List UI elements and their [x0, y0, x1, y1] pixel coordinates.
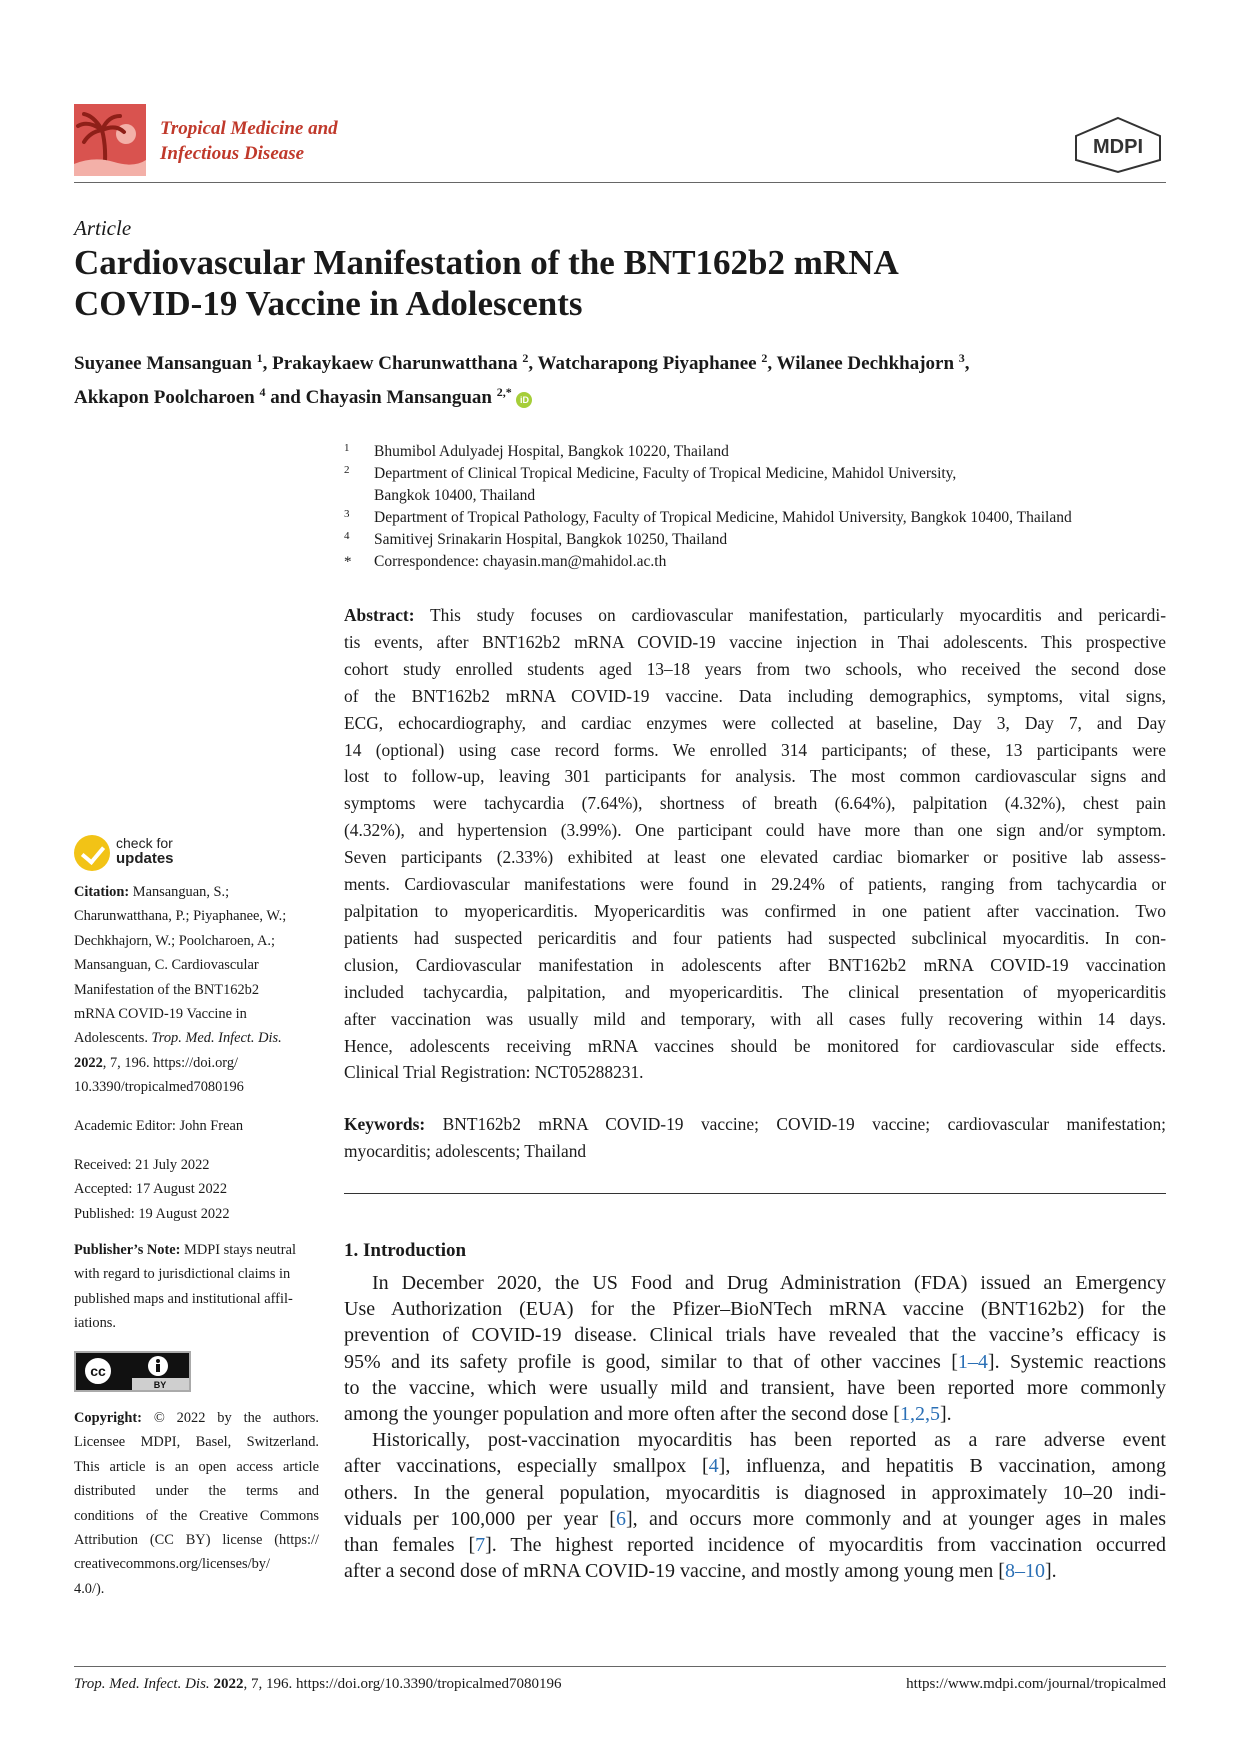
keywords-line	[344, 1111, 1166, 1138]
journal-logo	[74, 104, 146, 176]
introduction-body	[344, 1270, 1166, 1584]
abstract-line: Hence, adolescents receiving mRNA vaccines should be monitored for cardiovascular side effects.	[344, 1035, 1166, 1056]
checkmark-icon	[74, 835, 110, 871]
body-line: In December 2020, the US Food and Drug Administration (FDA) issued an Emergency	[372, 1272, 1166, 1294]
affiliation-item	[344, 529, 1166, 551]
publisher-note-text: iations.	[74, 1315, 116, 1332]
affiliation-num: 2	[344, 464, 350, 476]
affiliations	[344, 441, 1166, 573]
author-name[interactable]: Watcharapong Piyaphanee	[537, 353, 757, 374]
check-updates-line1: check for	[116, 835, 173, 851]
body-line	[344, 1401, 1166, 1427]
affiliation-num: 1	[344, 442, 350, 454]
citation-text: Charunwatthana, P.; Piyaphanee, W.;	[74, 908, 287, 925]
publisher-note-label: Publisher’s Note:	[74, 1242, 181, 1258]
abstract-line: ments. Cardiovascular manifestations were found in 29.24% of patients, ranging from tachycardia or	[344, 874, 1166, 895]
body-text: after vaccinations, especially smallpox [	[344, 1455, 709, 1478]
check-updates-line2: updates	[116, 850, 174, 867]
body-line	[344, 1349, 1166, 1375]
body-line: others. In the general population, myocarditis is diagnosed in approximately 10–20 indi-	[344, 1481, 1166, 1504]
keywords	[344, 1111, 1166, 1165]
citation-text: Dechkhajorn, W.; Poolcharoen, A.;	[74, 932, 276, 949]
header-rule	[74, 182, 1166, 183]
author-affil-sup: 2	[522, 351, 529, 365]
abstract-line: of the BNT162b2 mRNA COVID-19 vaccine. Data including demographics, symptoms, vital signs,	[344, 685, 1166, 706]
body-text: ].	[939, 1403, 952, 1426]
body-text: ], influenza, and hepatitis B vaccination, among	[718, 1455, 1167, 1478]
citation-doi-prefix[interactable]: , 7, 196. https://doi.org/	[102, 1054, 239, 1071]
footer-doi[interactable]: , 7, 196. https://doi.org/10.3390/tropicalmed7080196	[243, 1676, 562, 1692]
article-dates	[74, 1153, 230, 1226]
citation-link[interactable]: 8–10	[1004, 1560, 1045, 1583]
abstract-text: This study focuses on cardiovascular manifestation, particularly myocarditis and pericardi-	[430, 605, 1166, 625]
citation-doi[interactable]: 10.3390/tropicalmed7080196	[74, 1079, 244, 1096]
abstract-line: 14 (optional) using case record forms. We enrolled 314 participants; of these, 13 participants were	[344, 739, 1166, 760]
affiliation-text: Bangkok 10400, Thailand	[374, 487, 536, 504]
affiliation-num: 4	[344, 530, 350, 542]
body-text: ]. The highest reported incidence of myocarditis from vaccination occurred	[485, 1534, 1166, 1557]
abstract-line: symptoms were tachycardia (7.64%), shortness of breath (6.64%), palpitation (4.32%), chest pain	[344, 793, 1166, 814]
citation-link[interactable]: 1,2,5	[899, 1403, 940, 1426]
body-line	[344, 1558, 1166, 1584]
affiliation-text: Department of Clinical Tropical Medicine, Faculty of Tropical Medicine, Mahidol University,	[374, 465, 957, 482]
publisher-note-text: with regard to jurisdictional claims in	[74, 1266, 291, 1283]
body-text: ], and occurs more commonly and at younger ages in males	[625, 1507, 1167, 1530]
received-date: Received: 21 July 2022	[74, 1157, 210, 1173]
abstract-line: clusion, Cardiovascular manifestation in adolescents after BNT162b2 mRNA COVID-19 vaccination	[344, 954, 1166, 975]
publisher-note	[74, 1238, 296, 1336]
author-affil-sup: 1	[256, 351, 263, 365]
body-text: 95% and its safety profile is good, similar to that of other vaccines [	[344, 1350, 958, 1373]
body-line: Use Authorization (EUA) for the Pfizer–BioNTech mRNA vaccine (BNT162b2) for the	[344, 1298, 1166, 1321]
affiliation-text: Bhumibol Adulyadej Hospital, Bangkok 10220, Thailand	[374, 443, 729, 460]
abstract-line: patients had suspected pericarditis and four patients had suspected subclinical myocarditis. In con-	[344, 927, 1166, 948]
section-divider	[344, 1193, 1166, 1194]
citation-text: Mansanguan, S.;	[132, 884, 230, 900]
cc-by-label: BY	[153, 1380, 167, 1390]
title-line1: Cardiovascular Manifestation of the BNT162b2 mRNA	[74, 243, 899, 282]
abstract-line: included tachycardia, palpitation, and myopericarditis. The clinical presentation of myopericarditis	[344, 981, 1166, 1002]
citation-text: Adolescents.	[74, 1030, 152, 1047]
copyright-line: conditions of the Creative Commons	[74, 1507, 319, 1524]
academic-editor	[74, 1114, 243, 1138]
affiliation-num: 3	[344, 508, 350, 520]
body-line: to the vaccine, which were usually mild and transient, have been reported more commonly	[344, 1376, 1166, 1399]
copyright-line: Attribution (CC BY) license (https://	[74, 1532, 319, 1549]
publisher-note-text: published maps and institutional affil-	[74, 1290, 293, 1307]
correspondence-email[interactable]: Correspondence: chayasin.man@mahidol.ac.th	[374, 553, 667, 570]
affiliation-item	[344, 507, 1166, 529]
journal-name	[160, 116, 338, 166]
affiliation-item	[344, 441, 1166, 463]
author-list: Suyanee Mansanguan $^1$, Prakaykaew Charunwatthana $^2$, Watcharapong Piyaphanee $^2$, Wilanee Dechkhajorn $^3$, Akkapon Poolcharoen $^4$ and Chayasin Mansanguan $^{2,*}$ iD	[74, 351, 970, 408]
keywords-text: BNT162b2 mRNA COVID-19 vaccine; COVID-19 vaccine; cardiovascular manifestation;	[442, 1114, 1166, 1134]
body-text: than females [	[344, 1534, 476, 1557]
abstract-line: after vaccination was usually mild and temporary, with all cases fully recovering within 14 days.	[344, 1008, 1166, 1029]
author-affil-sup: 4	[259, 385, 266, 399]
published-date: Published: 19 August 2022	[74, 1205, 230, 1222]
affiliation-text: Samitivej Srinakarin Hospital, Bangkok 10250, Thailand	[374, 531, 728, 548]
citation-block	[74, 880, 319, 1100]
citation-link[interactable]: 6	[615, 1507, 626, 1530]
citation-text: Manifestation of the BNT162b2	[74, 981, 260, 998]
svg-text:cc: cc	[90, 1363, 106, 1379]
footer-url[interactable]: https://www.mdpi.com/journal/tropicalmed	[906, 1676, 1166, 1692]
affiliation-text: Department of Tropical Pathology, Faculty of Tropical Medicine, Mahidol University, Bangkok 10400, Thailand	[374, 509, 1072, 526]
correspondence-mark: *	[344, 554, 352, 570]
abstract-line: palpitation to myopericarditis. Myopericarditis was confirmed in one patient after vaccination. Two	[344, 900, 1166, 921]
copyright-line: This article is an open access article	[74, 1458, 319, 1475]
body-text: ]. Systemic reactions	[987, 1350, 1166, 1373]
copyright-line	[74, 1406, 319, 1430]
author-affil-sup: 3	[958, 351, 965, 365]
title-line2: COVID-19 Vaccine in Adolescents	[74, 284, 583, 323]
copyright-link[interactable]: creativecommons.org/licenses/by/	[74, 1556, 270, 1573]
citation-link[interactable]: 4	[708, 1455, 719, 1478]
author-name[interactable]: Chayasin Mansanguan	[305, 387, 492, 408]
abstract	[344, 602, 1166, 1086]
body-line	[344, 1532, 1166, 1558]
author-name[interactable]: Wilanee Dechkhajorn	[776, 353, 955, 374]
copyright-block	[74, 1406, 319, 1601]
author-name[interactable]: Akkapon Poolcharoen	[74, 387, 255, 408]
citation-link[interactable]: 1–4	[957, 1350, 988, 1373]
journal-name-line2: Infectious Disease	[160, 143, 305, 164]
body-text: after a second dose of mRNA COVID-19 vaccine, and mostly among young men [	[344, 1560, 1005, 1583]
footer-citation	[74, 1676, 561, 1693]
citation-text: mRNA COVID-19 Vaccine in	[74, 1006, 247, 1023]
abstract-line: (4.32%), and hypertension (3.99%). One participant could have more than one sign and/or symptom.	[344, 820, 1166, 841]
keywords-label: Keywords:	[344, 1114, 426, 1134]
copyright-link[interactable]: 4.0/).	[74, 1580, 105, 1597]
copyright-text: © 2022 by the authors.	[153, 1410, 319, 1426]
copyright-line: Licensee MDPI, Basel, Switzerland.	[74, 1434, 319, 1451]
copyright-line: distributed under the terms and	[74, 1483, 319, 1500]
citation-text: Mansanguan, C. Cardiovascular	[74, 957, 259, 974]
abstract-label: Abstract:	[344, 605, 415, 625]
section-heading: 1. Introduction	[344, 1240, 467, 1261]
affiliation-item	[344, 485, 1166, 507]
author-name[interactable]: Prakaykaew Charunwatthana	[272, 353, 518, 374]
abstract-line: ECG, echocardiography, and cardiac enzymes were collected at baseline, Day 3, Day 7, and Day	[344, 712, 1166, 733]
citation-year: 2022	[74, 1054, 103, 1071]
body-line: prevention of COVID-19 disease. Clinical trials have revealed that the vaccine’s efficacy is	[344, 1324, 1166, 1347]
author-connector: and	[270, 387, 301, 408]
keywords-line: myocarditis; adolescents; Thailand	[344, 1140, 587, 1161]
academic-editor-text: Academic Editor: John Frean	[74, 1118, 244, 1134]
mdpi-logo-text: MDPI	[1093, 136, 1143, 158]
author-affil-sup: 2,*	[496, 385, 512, 399]
citation-link[interactable]: 7	[475, 1534, 486, 1557]
footer-year: 2022	[213, 1676, 244, 1692]
body-text: ].	[1044, 1560, 1057, 1583]
check-updates-label	[116, 835, 174, 867]
body-text: viduals per 100,000 per year [	[344, 1507, 616, 1530]
body-text: among the younger population and more often after the second dose [	[344, 1403, 900, 1426]
citation-label: Citation:	[74, 884, 130, 900]
copyright-label: Copyright:	[74, 1410, 142, 1426]
affiliation-item	[344, 551, 1166, 573]
abstract-line: tis events, after BNT162b2 mRNA COVID-19 vaccine injection in Thai adolescents. This prospective	[344, 631, 1166, 652]
author-name[interactable]: Suyanee Mansanguan	[74, 353, 252, 374]
body-line: Historically, post-vaccination myocarditis has been reported as a rare adverse event	[372, 1429, 1166, 1452]
check-for-updates-button[interactable]	[74, 833, 194, 873]
abstract-line: cohort study enrolled students aged 13–18 years from two schools, who received the second dose	[344, 658, 1166, 679]
publisher-note-text: MDPI stays neutral	[180, 1242, 296, 1258]
abstract-line: lost to follow-up, leaving 301 participants for analysis. The most common cardiovascular signs and	[344, 766, 1166, 787]
abstract-line: Clinical Trial Registration: NCT05288231.	[344, 1062, 644, 1083]
citation-journal: Trop. Med. Infect. Dis.	[151, 1030, 282, 1047]
article-type: Article	[74, 216, 132, 240]
journal-name-line1: Tropical Medicine and	[160, 118, 338, 139]
mdpi-logo	[1072, 116, 1164, 174]
abstract-line: Seven participants (2.33%) exhibited at least one elevated cardiac biomarker or positive lab assess-	[344, 847, 1166, 868]
orcid-icon[interactable]: iD	[516, 392, 532, 408]
footer-rule	[74, 1666, 1166, 1667]
cc-by-license-icon[interactable]	[74, 1351, 191, 1392]
author-affil-sup: 2	[761, 351, 768, 365]
article-title	[74, 242, 1166, 324]
body-line	[344, 1506, 1166, 1532]
abstract-line	[344, 602, 1166, 629]
accepted-date: Accepted: 17 August 2022	[74, 1181, 228, 1198]
affiliation-item	[344, 463, 1166, 485]
footer-journal: Trop. Med. Infect. Dis.	[74, 1676, 210, 1692]
body-line	[344, 1453, 1166, 1479]
